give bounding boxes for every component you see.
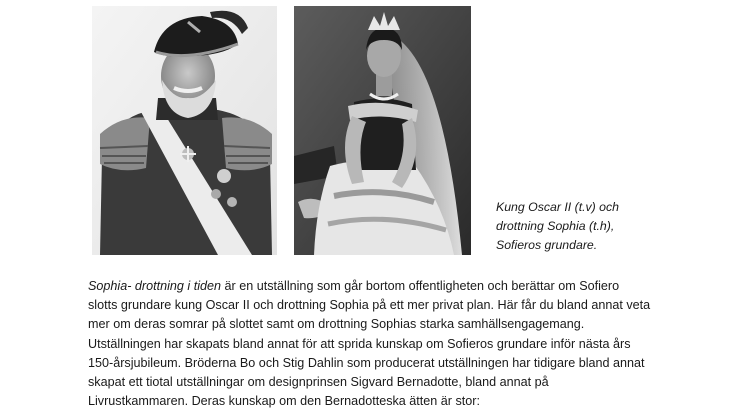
- body-line-5: 150-årsjubileum. Bröderna Bo och Stig Dahlin som producerat utställningen har tidigare bland annat: [88, 355, 645, 370]
- caption-line-2: drottning Sophia (t.h),: [496, 219, 615, 233]
- body-line-7: Livrustkammaren. Deras kunskap om den Bernadotteska ätten är stor:: [88, 394, 480, 409]
- article-body: [88, 277, 708, 411]
- caption-line-1: Kung Oscar II (t.v) och: [496, 200, 620, 214]
- body-line-2: slotts grundare kung Oscar II och drottning Sophia på ett mer privat plan. Här får du bland annat veta: [88, 298, 651, 313]
- photo-caption: [496, 198, 656, 255]
- photo-king-oscar: [92, 6, 277, 255]
- body-line-1-rest: är en utställning som går bortom offentligheten och berättar om Sofiero: [221, 279, 620, 293]
- body-line-6: skapat ett tiotal utställningar om designprinsen Sigvard Bernadotte, bland annat på: [88, 375, 549, 390]
- body-line-1: [88, 277, 708, 296]
- body-line-3: mer om deras somrar på slottet samt om drottning Sophias starka samhällsengagemang.: [88, 317, 585, 332]
- photo-queen-sophia: [294, 6, 471, 255]
- exhibition-title: Sophia- drottning i tiden: [88, 279, 222, 293]
- caption-line-3: Sofieros grundare.: [496, 238, 598, 252]
- body-line-4: Utställningen har skapats bland annat för att sprida kunskap om Sofieros grundare inför nästa års: [88, 336, 631, 351]
